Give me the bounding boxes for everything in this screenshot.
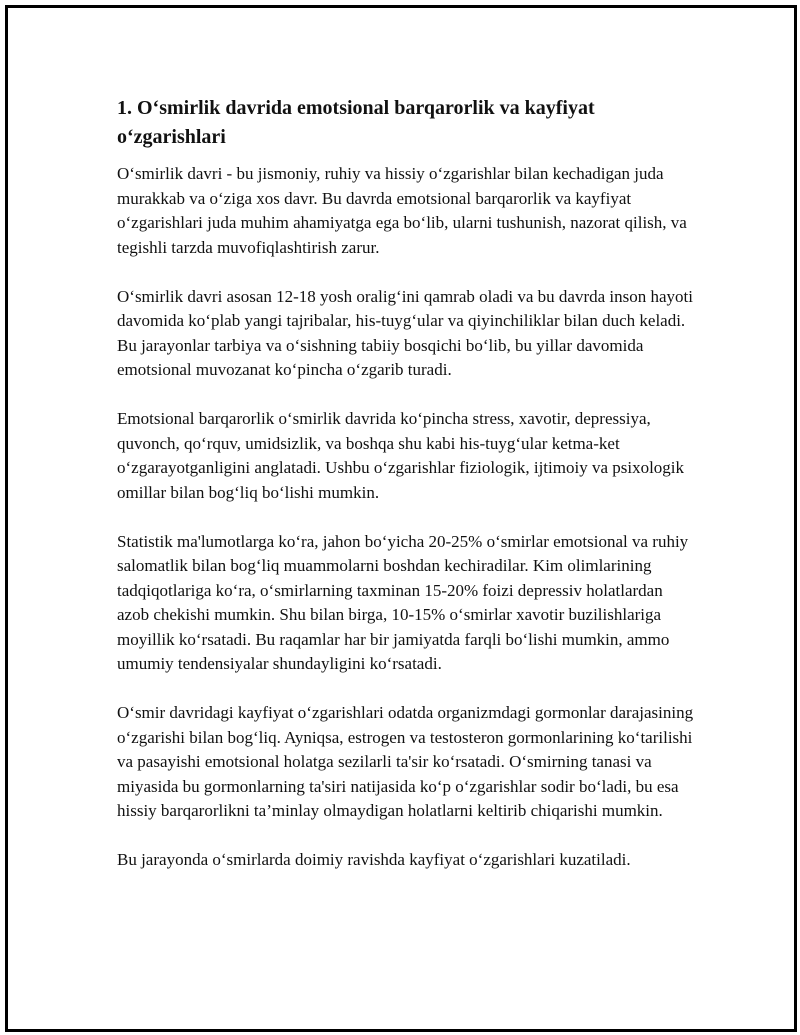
paragraph-6: Bu jarayonda o‘smirlarda doimiy ravishda kayfiyat o‘zgarishlari kuzatiladi. xyxy=(117,850,631,869)
paragraph-5: O‘smir davridagi kayfiyat o‘zgarishlari odatda organizmdagi gormonlar darajasining o‘zgarishi bilan bog‘liq. Ayniqsa, estrogen va testosteron gormonlarining ko‘tarilishi va pasayishi emotsional holatga sezilarli ta'sir ko‘rsatadi. O‘smirning tanasi va miyasida bu gormonlarning ta'siri natijasida ko‘p o‘zgarishlar sodir bo‘ladi, bu esa hissiy barqarorlikni ta’minlay olmaydigan holatlarni keltirib chiqarishi mumkin. xyxy=(117,703,694,820)
paragraph-2: O‘smirlik davri asosan 12-18 yosh oralig‘ini qamrab oladi va bu davrda inson hayoti davomida ko‘plab yangi tajribalar, his-tuyg‘ular va qiyinchiliklar bilan duch keladi. Bu jarayonlar tarbiya va o‘sishning tabiiy bosqichi bo‘lib, bu yillar davomida emotsional muvozanat ko‘pincha o‘zgarib turadi. xyxy=(117,286,693,379)
document-body xyxy=(117,94,697,897)
paragraph-1: O‘smirlik davri - bu jismoniy, ruhiy va hissiy o‘zgarishlar bilan kechadigan juda murakkab va o‘ziga xos davr. Bu davrda emotsional barqarorlik va kayfiyat o‘zgarishlari juda muhim ahamiyatga ega bo‘lib, ularni tushunish, nazorat qilish, va tegishli tarzda muvofiqlashtirish zarur. xyxy=(117,164,687,257)
paragraph-4: Statistik ma'lumotlarga ko‘ra, jahon bo‘yicha 20-25% o‘smirlar emotsional va ruhiy salomatlik bilan bog‘liq muammolarni boshdan kechiradilar. Kim olimlarining tadqiqotlariga ko‘ra, o‘smirlarning taxminan 15-20% foizi depressiv holatlardan azob chekishi mumkin. Shu bilan birga, 10-15% o‘smirlar xavotir buzilishlariga moyillik ko‘rsatadi. Bu raqamlar har bir jamiyatda farqli bo‘lishi mumkin, ammo umumiy tendensiyalar shundayligini ko‘rsatadi. xyxy=(117,531,689,673)
section-heading: 1. O‘smirlik davrida emotsional barqarorlik va kayfiyat o‘zgarishlari xyxy=(117,97,595,148)
paragraph-3: Emotsional barqarorlik o‘smirlik davrida ko‘pincha stress, xavotir, depressiya, quvonch, qo‘rquv, umidsizlik, va boshqa shu kabi his-tuyg‘ular ketma-ket o‘zgarayotganligini anglatadi. Ushbu o‘zgarishlar fiziologik, ijtimoiy va psixologik omillar bilan bog‘liq bo‘lishi mumkin. xyxy=(117,409,685,502)
